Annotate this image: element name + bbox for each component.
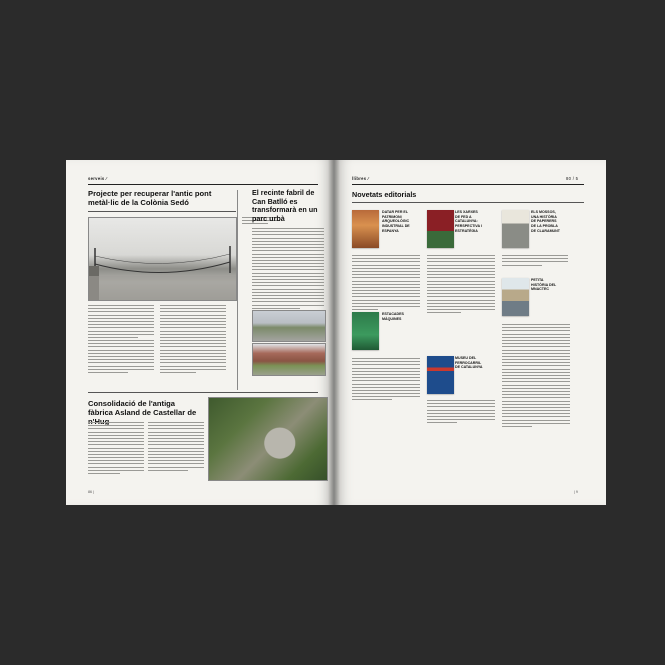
left-page [66, 160, 334, 505]
article3-title: Consolidació de l'antiga fàbrica Asland de Castellar de [88, 399, 197, 418]
left-page-number: 86 | [88, 490, 94, 494]
book-gutter [328, 160, 340, 505]
article1-column2 [160, 305, 226, 375]
article1-title: Projecte per recuperar l'antic pont metàl·lic de la Colònia Sedó [88, 189, 212, 208]
header-rule [352, 184, 584, 185]
book-title-3: ELS MOSSOS, UNA HISTÒRIA DE PAPERERS DE LA PROBLA DE CLARAMUNT [531, 210, 560, 233]
book-title-4: ESTACADES MÀQUINES [382, 312, 404, 321]
bridge-photo [88, 217, 237, 301]
review-text-5 [427, 400, 495, 426]
book-cover-4 [352, 312, 379, 350]
book-cover-2 [427, 210, 454, 248]
review-text-1 [352, 255, 420, 312]
can-batllo-photo-1 [252, 310, 326, 342]
magazine-spread [66, 160, 606, 505]
section-label: serveis ⁄ [88, 176, 108, 181]
book-cover-3 [502, 210, 529, 248]
bridge-drawing [89, 218, 236, 300]
book-cover-6 [502, 278, 529, 316]
article2-title: El recinte fabril de Can Batlló es transformarà en un parc urbà [252, 188, 318, 223]
asland-factory-photo [208, 397, 328, 481]
book-cover-1 [352, 210, 379, 248]
article2-text [252, 228, 324, 311]
review-text-6 [502, 324, 570, 429]
right-page-number: | 9 [574, 490, 578, 494]
review-text-3 [502, 255, 568, 268]
page-title: Novetats editorials [352, 190, 417, 199]
can-batllo-photo-2 [252, 343, 326, 376]
review-text-2 [427, 255, 495, 316]
book-title-2: LES XARXES DE FED A CATALUNYA: PERSPECTIVA I ESTRATÈGIA [455, 210, 482, 233]
book-cover-5 [427, 356, 454, 394]
book-title-6: PETITA HISTÒRIA DEL MNACTEC [531, 278, 557, 292]
article3-column1 [88, 422, 144, 476]
review-text-4 [352, 358, 420, 403]
issue-label: 80 / 5 [566, 176, 579, 181]
article1-column1 [88, 305, 154, 375]
article3-column2 [148, 422, 204, 473]
right-page [334, 160, 606, 505]
section-label: llibres ⁄ [352, 176, 369, 181]
book-title-5: MUSEU DEL FERROCARRIL DE CATALUNYA [455, 356, 483, 370]
header-rule [88, 184, 318, 185]
column-divider [237, 190, 238, 390]
book-title-1: DATAR PER EL PATRIMONI ARQUEOLÒGIC INDUSTRIAL DE ESPANYA [382, 210, 410, 233]
